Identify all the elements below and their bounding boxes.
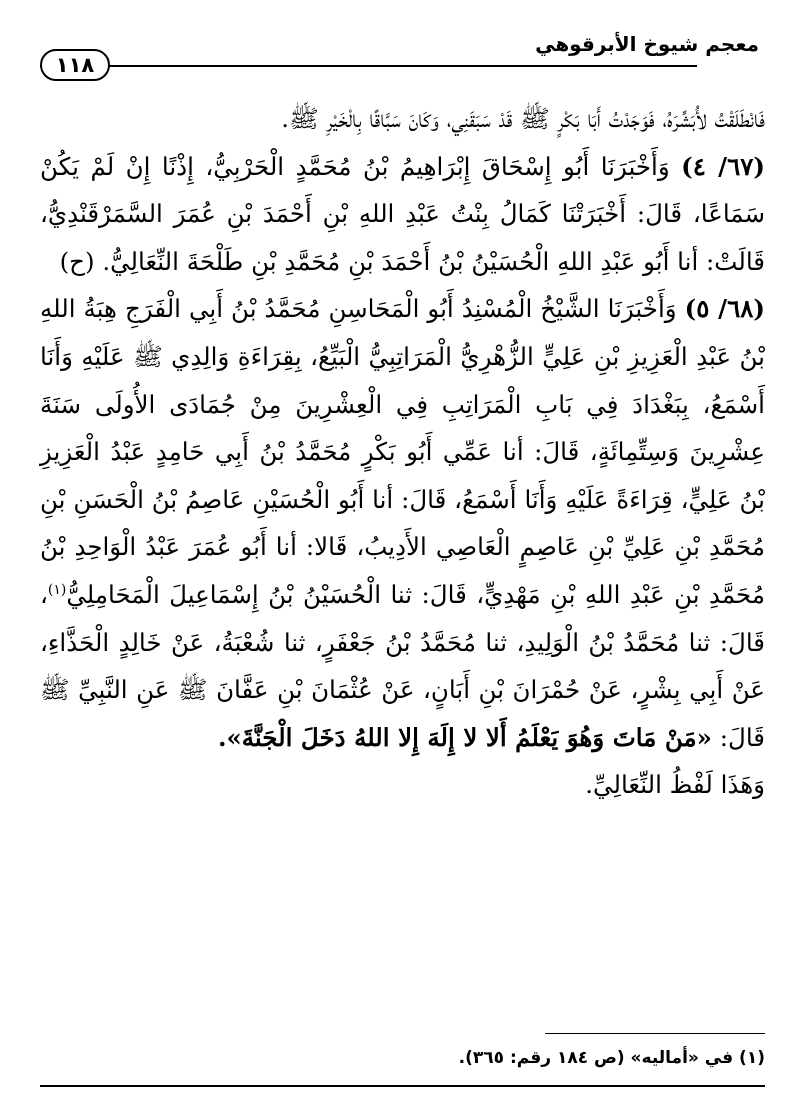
narration-68-text-continued: ، قَالَ: ثنا مُحَمَّدُ بْنُ الْوَلِيدِ، ثنا مُحَمَّدُ بْنُ جَعْفَرٍ، ثنا شُعْبَةُ، عَنْ خَالِدٍ الْحَذَّاءِ، عَنْ أَبِي بِشْرٍ، عَنْ حُمْرَانَ بْنِ أَبَانٍ، عَنْ عُثْمَانَ بْنِ عَفَّانَ ﷺ عَنِ النَّبِيِّ ﷺ قَالَ: bbox=[40, 579, 765, 752]
paragraph-3 bbox=[40, 285, 765, 761]
paragraph-1: فَانْطَلَقْتُ لأُبَشِّرَهُ، فَوَجَدْتُ أَبَا بَكْرٍ ﷺ قَدْ سَبَقَنِي، وَكَانَ سَبَّاقًا بِالْخَيْرِ ﷺ. bbox=[281, 104, 765, 133]
footnote-marker: (١) bbox=[47, 581, 67, 598]
running-title: معجم شيوخ الأبرقوهي bbox=[535, 32, 759, 56]
narration-67-text: وَأَخْبَرَنَا أَبُو إِسْحَاقَ إِبْرَاهِيمُ بْنُ مُحَمَّدٍ الْحَرْبِيُّ، إِذْنًا إِنْ لَمْ يَكُنْ سَمَاعًا، قَالَ: أَخْبَرَتْنَا كَمَالُ بِنْتُ عَبْدِ اللهِ بْنِ أَحْمَدَ بْنِ عُمَرَ السَّمَرْقَنْدِيُّ، قَالَتْ: أنا أَبُو عَبْدِ اللهِ الْحُسَيْنُ بْنُ أَحْمَدَ بْنِ مُحَمَّدِ بْنِ طَلْحَةَ النِّعَالِيُّ. (ح) bbox=[40, 151, 765, 276]
narration-ref-68: (٦٨/ ٥) bbox=[684, 294, 765, 324]
narration-ref-67: (٦٧/ ٤) bbox=[681, 151, 765, 181]
page-number: ١١٨ bbox=[40, 49, 110, 81]
hadith-text: «مَنْ مَاتَ وَهُوَ يَعْلَمُ أَلا لا إِلَهَ إِلا اللهُ دَخَلَ الْجَنَّةَ». bbox=[217, 722, 712, 752]
paragraph-4: وَهَذَا لَفْظُ النِّعَالِيِّ. bbox=[585, 770, 765, 800]
bottom-rule bbox=[40, 1085, 765, 1087]
footnote-1: (١) في «أماليه» (ص ١٨٤ رقم: ٣٦٥). bbox=[458, 1048, 765, 1068]
header-rule bbox=[40, 65, 697, 67]
footnote-separator bbox=[545, 1033, 765, 1034]
paragraph-2 bbox=[40, 143, 765, 286]
narration-68-text: وَأَخْبَرَنَا الشَّيْخُ الْمُسْنِدُ أَبُو الْمَحَاسِنِ مُحَمَّدُ بْنُ أَبِي الْفَرَجِ هِبَةُ اللهِ بْنُ عَبْدِ الْعَزِيزِ بْنِ عَلِيٍّ الزُّهْرِيُّ الْمَرَاتِبِيُّ الْبَيِّعُ، بِقِرَاءَةِ وَالِدِي ﷺ عَلَيْهِ وَأَنَا أَسْمَعُ، بِبَغْدَادَ فِي بَابِ الْمَرَاتِبِ فِي الْعِشْرِينَ مِنْ جُمَادَى الأُولَى سَنَةَ عِشْرِينَ وَسِتِّمِائَةٍ، قَالَ: أنا عَمِّي أَبُو بَكْرٍ مُحَمَّدُ بْنُ أَبِي حَامِدٍ عَبْدُ الْعَزِيزِ بْنُ عَلِيٍّ، قِرَاءَةً عَلَيْهِ وَأَنَا أَسْمَعُ، قَالَ: أنا أَبُو الْحُسَيْنِ عَاصِمُ بْنُ الْحَسَنِ بْنِ مُحَمَّدِ بْنِ عَلِيِّ بْنِ عَاصِمٍ الْعَاصِي الأَدِيبُ، قَالا: أنا أَبُو عُمَرَ عَبْدُ الْوَاحِدِ بْنُ مُحَمَّدِ بْنِ عَبْدِ اللهِ بْنِ مَهْدِيٍّ، قَالَ: ثنا الْحُسَيْنُ بْنُ إِسْمَاعِيلَ الْمَحَامِلِيُّ bbox=[40, 294, 765, 609]
main-text bbox=[40, 95, 765, 809]
